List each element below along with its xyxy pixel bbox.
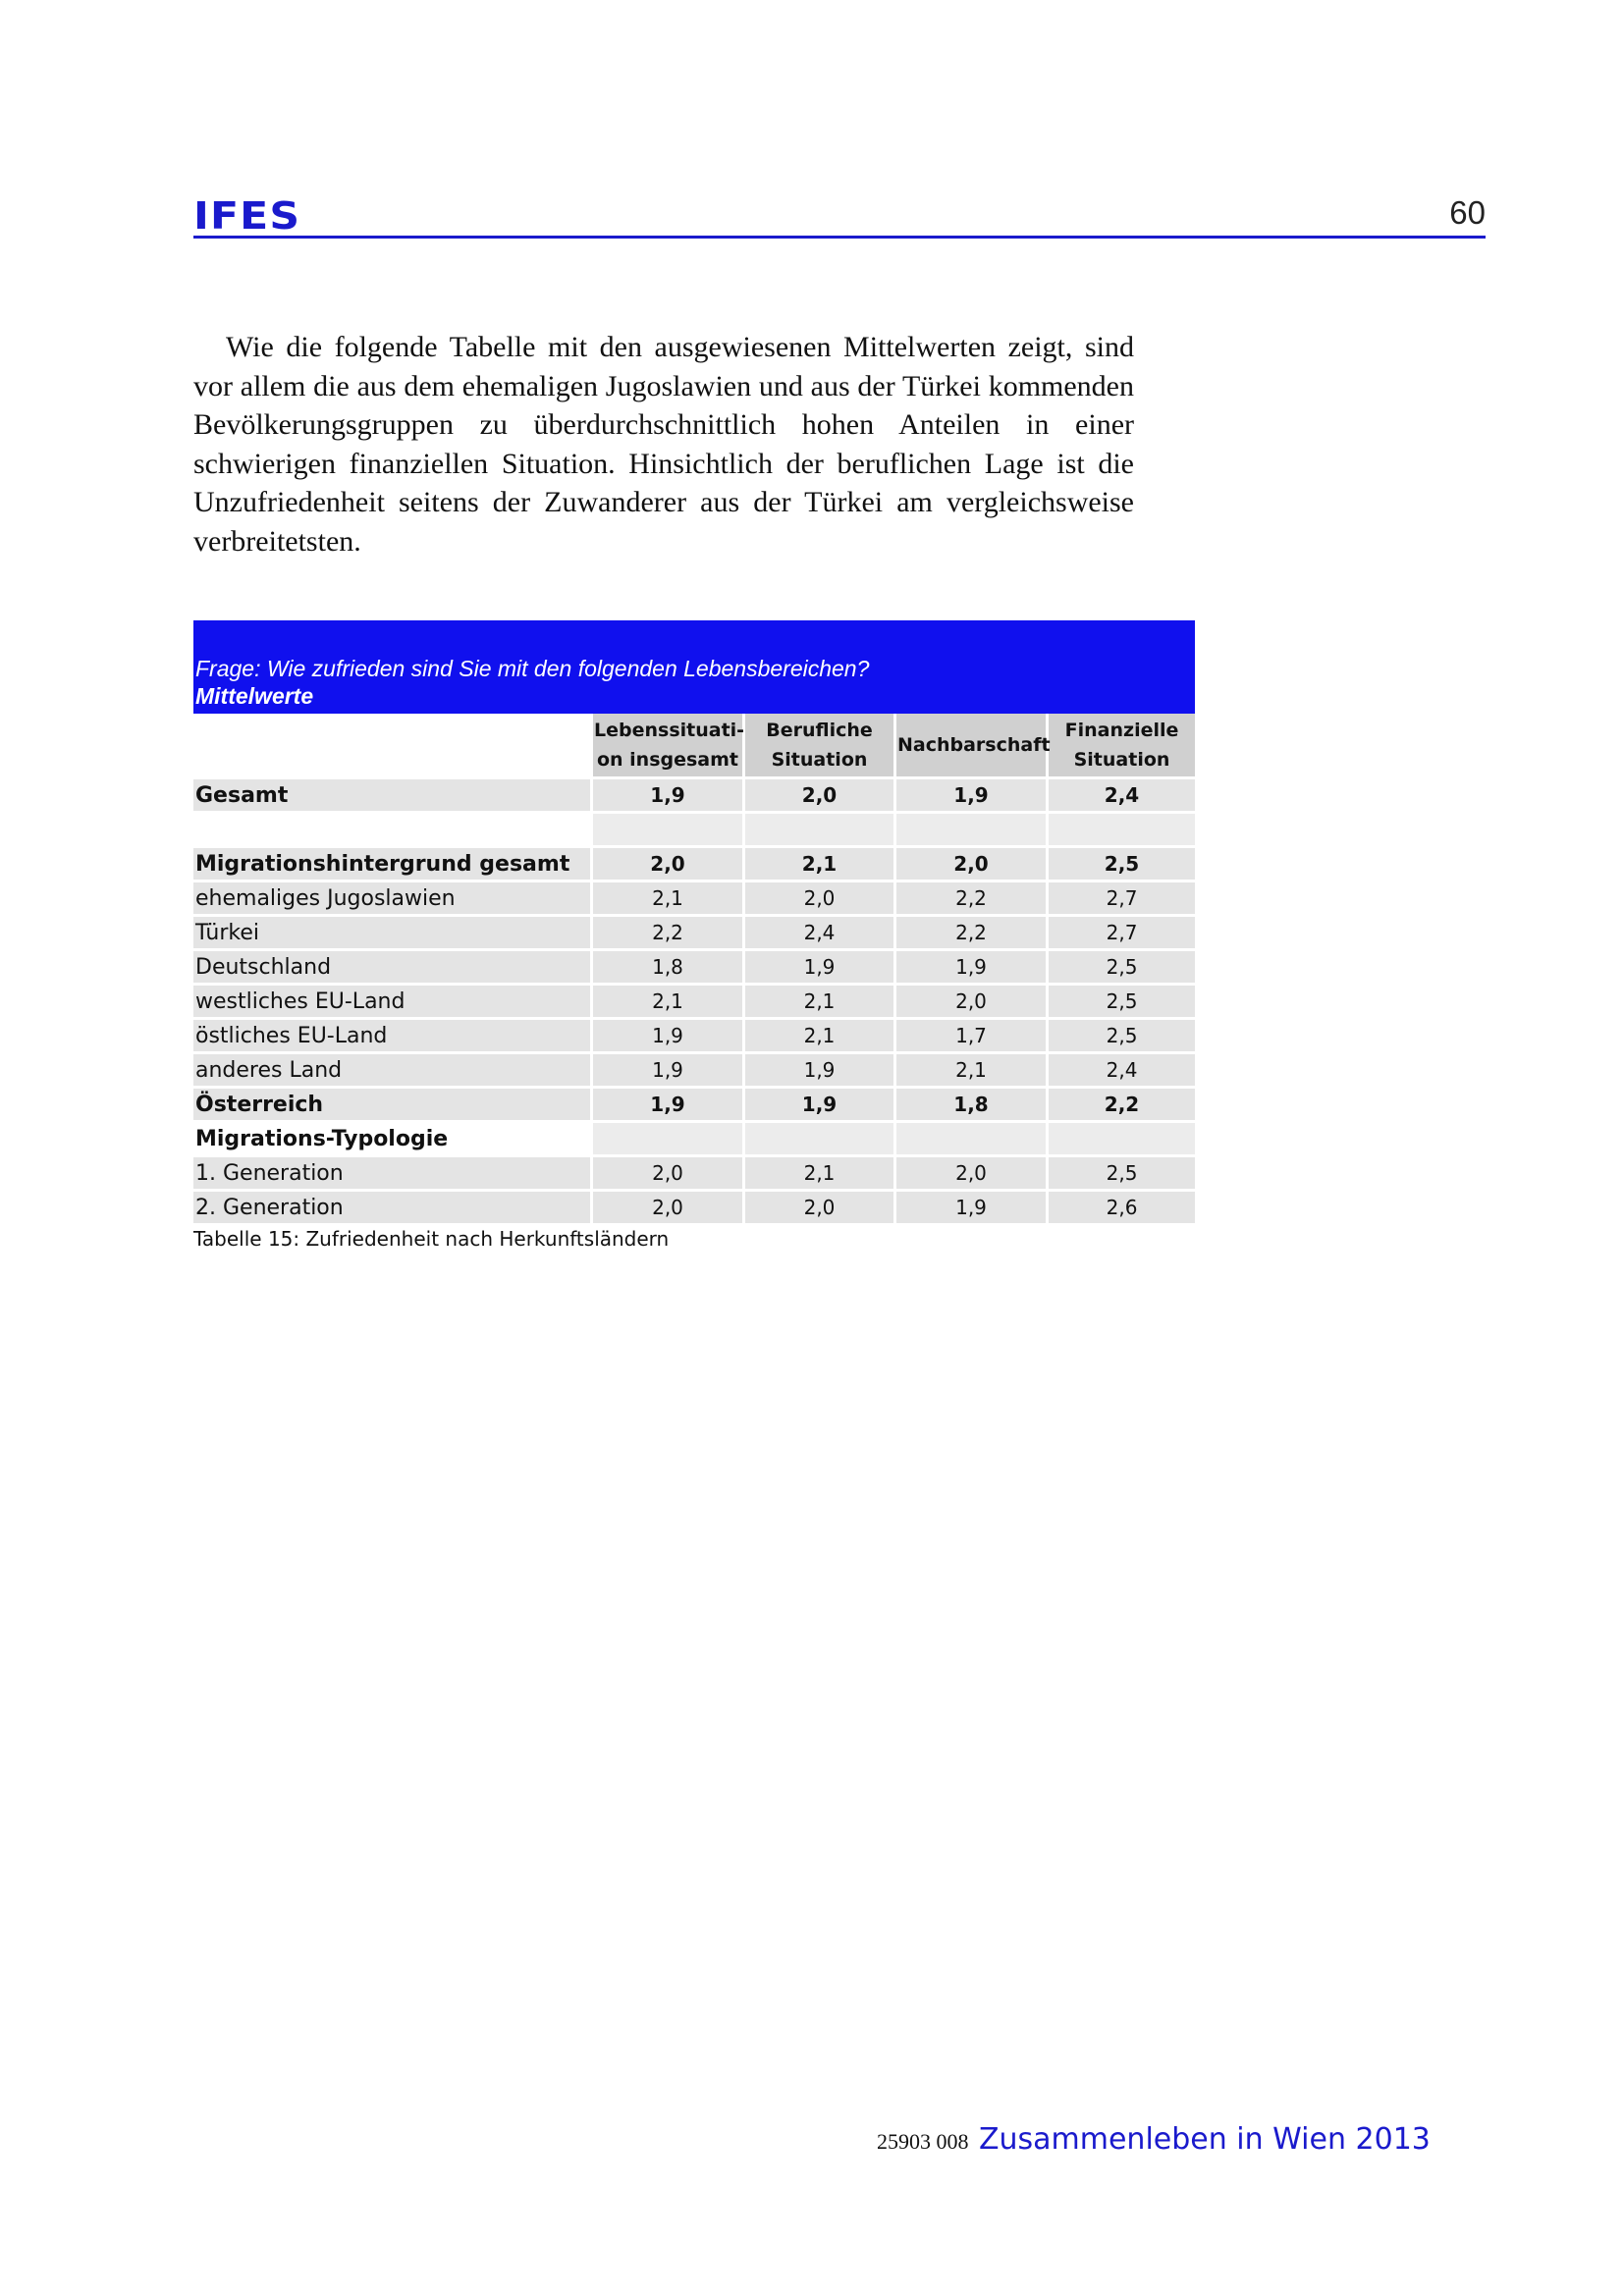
cell-value — [1046, 1120, 1195, 1154]
cell-value: 1,9 — [893, 948, 1046, 983]
table-row — [193, 1154, 1195, 1189]
cell-value: 1,9 — [742, 948, 893, 983]
table-row — [193, 1120, 1195, 1154]
cell-value: 2,1 — [590, 983, 742, 1017]
cell-value: 2,5 — [1046, 948, 1195, 983]
cell-value: 2,5 — [1046, 1017, 1195, 1051]
table-row — [193, 845, 1195, 880]
table-row — [193, 811, 1195, 845]
cell-value: 1,9 — [590, 1051, 742, 1086]
column-header: Lebenssituati- on insgesamt — [590, 714, 742, 776]
cell-value — [590, 1120, 742, 1154]
column-header: Nachbarschaft — [893, 714, 1046, 776]
column-header: Finanzielle Situation — [1046, 714, 1195, 776]
cell-value — [893, 811, 1046, 845]
cell-value: 2,0 — [893, 983, 1046, 1017]
row-label: Gesamt — [193, 776, 590, 811]
cell-value: 2,6 — [1046, 1189, 1195, 1223]
table-row — [193, 914, 1195, 948]
row-label: westliches EU-Land — [193, 983, 590, 1017]
table-subtitle: Mittelwerte — [193, 682, 1195, 714]
cell-value — [893, 1120, 1046, 1154]
table-caption: Tabelle 15: Zufriedenheit nach Herkunftsländern — [193, 1227, 670, 1251]
page-header — [193, 188, 1486, 239]
row-label: Türkei — [193, 914, 590, 948]
cell-value: 2,2 — [590, 914, 742, 948]
table-question: Frage: Wie zufrieden sind Sie mit den folgenden Lebensbereichen? — [193, 620, 1195, 682]
row-label: Migrationshintergrund gesamt — [193, 845, 590, 880]
cell-value: 2,0 — [742, 880, 893, 914]
cell-value: 1,8 — [893, 1086, 1046, 1120]
table-row — [193, 948, 1195, 983]
cell-value: 1,9 — [590, 1017, 742, 1051]
cell-value: 2,0 — [590, 1189, 742, 1223]
report-title: Zusammenleben in Wien 2013 — [978, 2122, 1431, 2157]
cell-value: 1,9 — [893, 1189, 1046, 1223]
cell-value: 2,5 — [1046, 1154, 1195, 1189]
table-row — [193, 1051, 1195, 1086]
cell-value — [1046, 811, 1195, 845]
row-label: 2. Generation — [193, 1189, 590, 1223]
row-label: Deutschland — [193, 948, 590, 983]
cell-value: 1,7 — [893, 1017, 1046, 1051]
cell-value: 2,4 — [1046, 776, 1195, 811]
table-row — [193, 1189, 1195, 1223]
cell-value: 2,0 — [742, 1189, 893, 1223]
cell-value: 2,1 — [893, 1051, 1046, 1086]
cell-value: 2,1 — [590, 880, 742, 914]
cell-value: 2,2 — [893, 914, 1046, 948]
table-row — [193, 1017, 1195, 1051]
table-row — [193, 983, 1195, 1017]
row-label: Österreich — [193, 1086, 590, 1120]
cell-value: 1,9 — [590, 776, 742, 811]
cell-value: 2,0 — [590, 1154, 742, 1189]
satisfaction-table — [193, 620, 1195, 1223]
row-label: ehemaliges Jugoslawien — [193, 880, 590, 914]
row-label — [193, 811, 590, 845]
row-label: östliches EU-Land — [193, 1017, 590, 1051]
cell-value: 1,9 — [742, 1051, 893, 1086]
cell-value: 2,2 — [893, 880, 1046, 914]
column-header-empty — [193, 714, 590, 776]
cell-value: 2,5 — [1046, 983, 1195, 1017]
cell-value — [742, 811, 893, 845]
row-label: Migrations-Typologie — [193, 1120, 590, 1154]
column-header-row — [193, 714, 1195, 776]
row-label: 1. Generation — [193, 1154, 590, 1189]
cell-value: 2,0 — [590, 845, 742, 880]
cell-value — [590, 811, 742, 845]
cell-value: 1,8 — [590, 948, 742, 983]
body-paragraph: Wie die folgende Tabelle mit den ausgewiesenen Mittelwerten zeigt, sind vor allem die aus dem ehemaligen Jugoslawien und aus der Türkei kommenden Bevölkerungsgruppen zu überdurchschnittlich hohen Anteilen in einer schwierigen finanziellen Situation. Hinsichtlich der beruflichen Lage ist die Unzufriedenheit seitens der Zuwanderer aus der Türkei am vergleichsweise verbreitetsten. — [193, 331, 1134, 558]
cell-value: 2,0 — [742, 776, 893, 811]
page-number: 60 — [1449, 194, 1486, 231]
cell-value: 2,2 — [1046, 1086, 1195, 1120]
report-code: 25903 008 — [877, 2129, 969, 2154]
cell-value: 1,9 — [590, 1086, 742, 1120]
cell-value: 2,7 — [1046, 914, 1195, 948]
row-label: anderes Land — [193, 1051, 590, 1086]
cell-value: 2,1 — [742, 845, 893, 880]
cell-value: 1,9 — [893, 776, 1046, 811]
cell-value: 2,1 — [742, 983, 893, 1017]
cell-value: 2,7 — [1046, 880, 1195, 914]
cell-value: 2,4 — [742, 914, 893, 948]
cell-value: 2,0 — [893, 1154, 1046, 1189]
cell-value: 1,9 — [742, 1086, 893, 1120]
column-header: Berufliche Situation — [742, 714, 893, 776]
cell-value: 2,0 — [893, 845, 1046, 880]
cell-value: 2,1 — [742, 1017, 893, 1051]
table-row — [193, 880, 1195, 914]
cell-value — [742, 1120, 893, 1154]
ifes-logo: IFES — [193, 194, 301, 238]
cell-value: 2,4 — [1046, 1051, 1195, 1086]
cell-value: 2,5 — [1046, 845, 1195, 880]
cell-value: 2,1 — [742, 1154, 893, 1189]
table-row — [193, 776, 1195, 811]
table-row — [193, 1086, 1195, 1120]
page-footer — [877, 2122, 1431, 2157]
